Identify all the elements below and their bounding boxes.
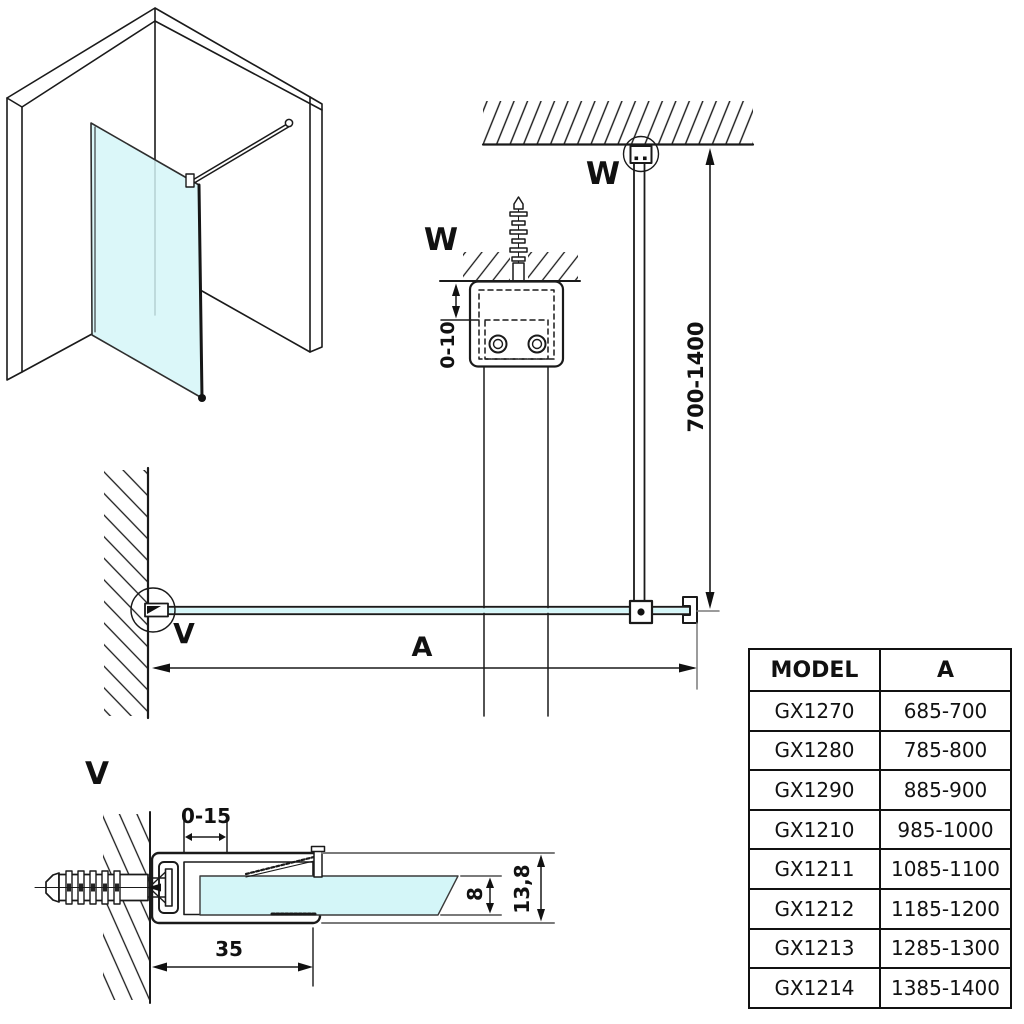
dim-35-label: 35 xyxy=(215,937,243,961)
section-marker-v: V xyxy=(173,617,195,650)
plan-view xyxy=(104,468,719,718)
table-row: GX1270 685-700 xyxy=(749,691,1011,731)
dim-700-1400-label: 700-1400 xyxy=(684,321,708,433)
table-row: GX1211 1085-1100 xyxy=(749,849,1011,889)
glass-panel-plan xyxy=(150,607,690,614)
detail-w-title: W xyxy=(423,222,459,258)
wall-anchor xyxy=(35,871,148,904)
dim-0-15-label: 0-15 xyxy=(180,804,232,828)
iso-glass-panel xyxy=(91,123,206,402)
glass-panel-section xyxy=(200,876,458,915)
table-row: GX1212 1185-1200 xyxy=(749,889,1011,929)
table-row: GX1213 1285-1300 xyxy=(749,929,1011,969)
dim-8-label: 8 xyxy=(463,887,487,901)
dim-13-8-label: 13,8 xyxy=(510,864,534,914)
ceiling-bracket-detail xyxy=(470,282,563,367)
iso-support-bar xyxy=(186,119,293,187)
isometric-view xyxy=(7,8,322,402)
support-bar-elevation xyxy=(634,146,645,601)
section-marker-w: W xyxy=(585,156,621,192)
detail-v-wall-hatch xyxy=(103,814,150,1000)
table-row: GX1210 985-1000 xyxy=(749,810,1011,850)
floor-anchor-dot xyxy=(198,394,206,402)
wall-hatch xyxy=(104,470,148,716)
detail-w xyxy=(437,197,580,716)
detail-v-title: V xyxy=(85,756,109,792)
col-header-a: A xyxy=(880,649,1011,691)
ceiling-hatch xyxy=(483,101,753,144)
table-row: GX1290 885-900 xyxy=(749,770,1011,810)
table-header-row xyxy=(749,649,1011,691)
dim-0-10-label: 0-10 xyxy=(437,321,459,369)
bar-clamp-fitting xyxy=(630,601,652,623)
model-size-table xyxy=(748,648,1012,1009)
bar-below-bracket xyxy=(484,367,548,716)
dim-a-label: A xyxy=(411,632,433,663)
table-row: GX1280 785-800 xyxy=(749,731,1011,771)
table-row: GX1214 1385-1400 xyxy=(749,968,1011,1008)
col-header-model: MODEL xyxy=(749,649,880,691)
